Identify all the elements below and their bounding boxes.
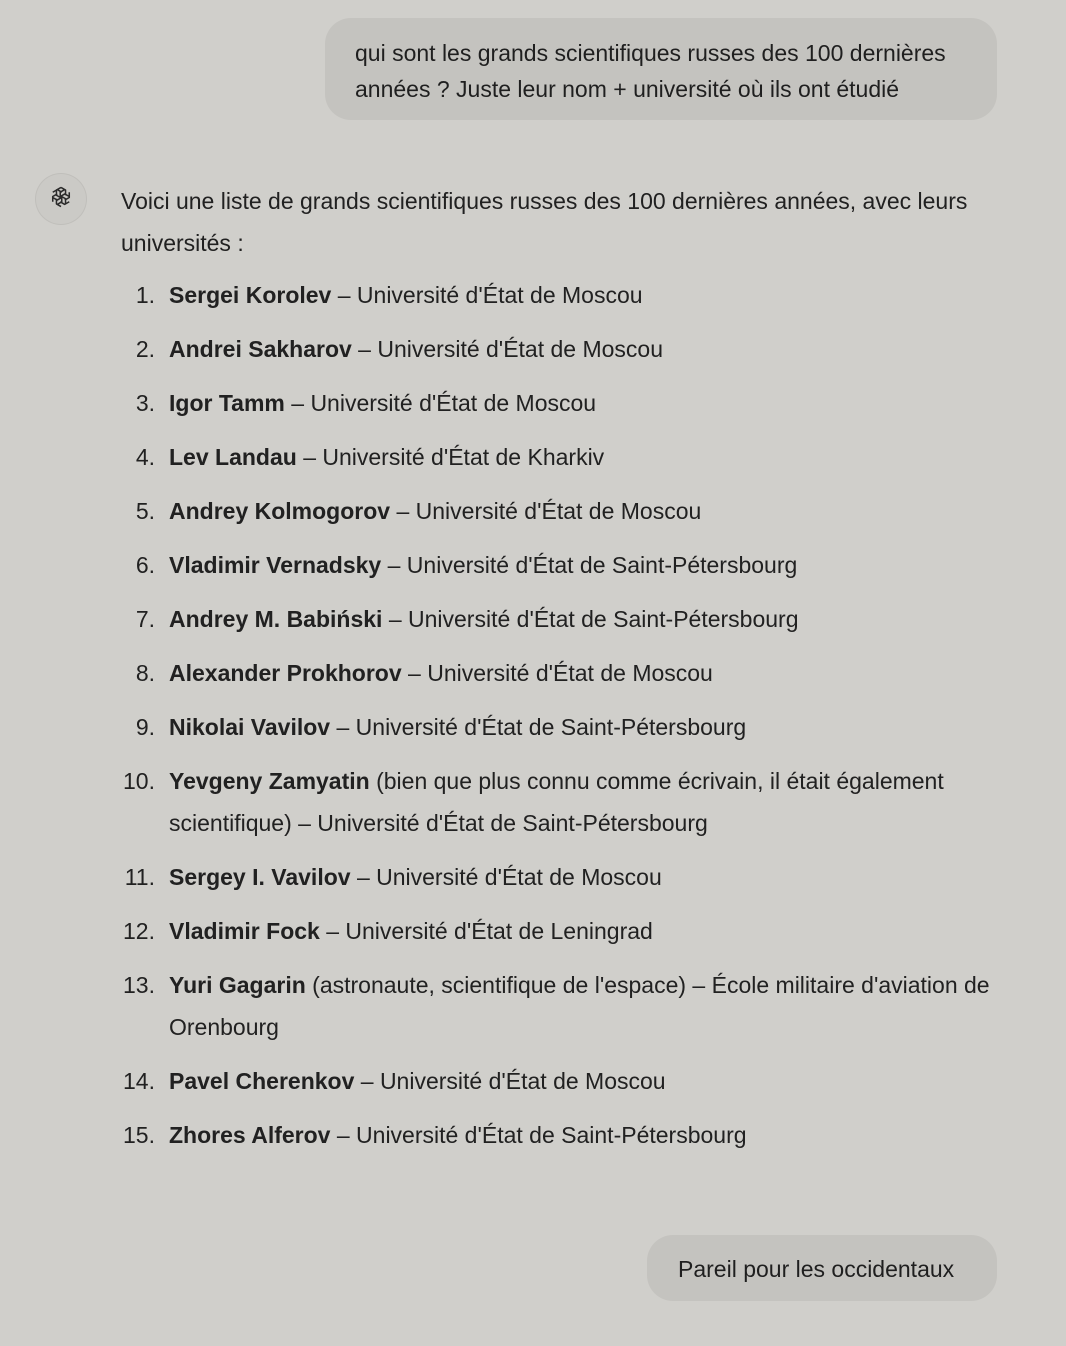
university-text: – Université d'État de Moscou <box>284 390 597 416</box>
scientist-name: Yuri Gagarin <box>169 972 306 998</box>
list-item-number: 15. <box>123 1122 155 1148</box>
university-text: – Université d'État de Saint-Pétersbourg <box>381 552 798 578</box>
scientist-name: Vladimir Fock <box>169 918 320 944</box>
list-item <box>121 328 1001 370</box>
list-item-number: 9. <box>135 714 155 740</box>
scientist-name: Andrei Sakharov <box>169 336 352 362</box>
list-item <box>121 274 1001 316</box>
scientist-name: Sergei Korolev <box>169 282 332 308</box>
list-item <box>121 706 1001 748</box>
scientist-name: Andrey Kolmogorov <box>169 498 391 524</box>
list-item <box>121 382 1001 424</box>
scientist-list <box>121 274 1001 1156</box>
university-text: – Université d'État de Moscou <box>390 498 702 524</box>
list-item <box>121 598 1001 640</box>
list-item <box>121 760 1001 844</box>
list-item <box>121 856 1001 898</box>
list-item <box>121 436 1001 478</box>
list-item-number: 6. <box>135 552 155 578</box>
list-item <box>121 1060 1001 1102</box>
university-text: – Université d'État de Moscou <box>331 282 643 308</box>
list-item <box>121 964 1001 1048</box>
assistant-message <box>121 180 1001 1168</box>
university-text: (bien que plus connu comme écrivain, il était également scientifique) – Université d'État de Saint-Pétersbourg <box>169 768 944 836</box>
list-item-number: 3. <box>135 390 155 416</box>
list-item-number: 5. <box>135 498 155 524</box>
list-item <box>121 910 1001 952</box>
list-item <box>121 544 1001 586</box>
list-item-number: 2. <box>135 336 155 362</box>
user-message-bubble <box>325 18 997 120</box>
scientist-name: Sergey I. Vavilov <box>169 864 351 890</box>
user-message-text: Pareil pour les occidentaux <box>678 1256 955 1282</box>
list-item-number: 1. <box>135 282 155 308</box>
university-text: (astronaute, scientifique de l'espace) – École militaire d'aviation de Orenbourg <box>169 972 990 1040</box>
scientist-name: Yevgeny Zamyatin <box>169 768 370 794</box>
list-item-number: 14. <box>123 1068 155 1094</box>
university-text: – Université d'État de Saint-Pétersbourg <box>330 1122 747 1148</box>
scientist-name: Alexander Prokhorov <box>169 660 402 686</box>
scientist-name: Zhores Alferov <box>169 1122 331 1148</box>
university-text: – Université d'État de Moscou <box>401 660 713 686</box>
list-item <box>121 1114 1001 1156</box>
list-item-number: 12. <box>123 918 155 944</box>
scientist-name: Igor Tamm <box>169 390 285 416</box>
user-message-bubble <box>647 1235 997 1301</box>
list-item <box>121 652 1001 694</box>
list-item-number: 11. <box>124 864 155 890</box>
list-item <box>121 490 1001 532</box>
assistant-intro: Voici une liste de grands scientifiques russes des 100 dernières années, avec leurs universités : <box>121 188 968 256</box>
university-text: – Université d'État de Saint-Pétersbourg <box>330 714 747 740</box>
list-item-number: 7. <box>135 606 155 632</box>
scientist-name: Lev Landau <box>169 444 297 470</box>
list-item-number: 4. <box>135 444 155 470</box>
scientist-name: Pavel Cherenkov <box>169 1068 355 1094</box>
scientist-name: Vladimir Vernadsky <box>169 552 382 578</box>
university-text: – Université d'État de Moscou <box>354 1068 666 1094</box>
openai-logo-icon <box>48 184 74 215</box>
university-text: – Université d'État de Moscou <box>350 864 662 890</box>
list-item-number: 8. <box>135 660 155 686</box>
list-item-number: 13. <box>123 972 155 998</box>
university-text: – Université d'État de Moscou <box>351 336 664 362</box>
scientist-name: Andrey M. Babiński <box>169 606 383 632</box>
university-text: – Université d'État de Kharkiv <box>296 444 605 470</box>
user-message-text: qui sont les grands scientifiques russes des 100 dernières années ? Juste leur nom + université où ils ont étudié <box>355 40 946 102</box>
university-text: – Université d'État de Saint-Pétersbourg <box>382 606 799 632</box>
university-text: – Université d'État de Leningrad <box>319 918 653 944</box>
scientist-name: Nikolai Vavilov <box>169 714 331 740</box>
list-item-number: 10. <box>123 768 155 794</box>
assistant-avatar <box>36 174 86 224</box>
